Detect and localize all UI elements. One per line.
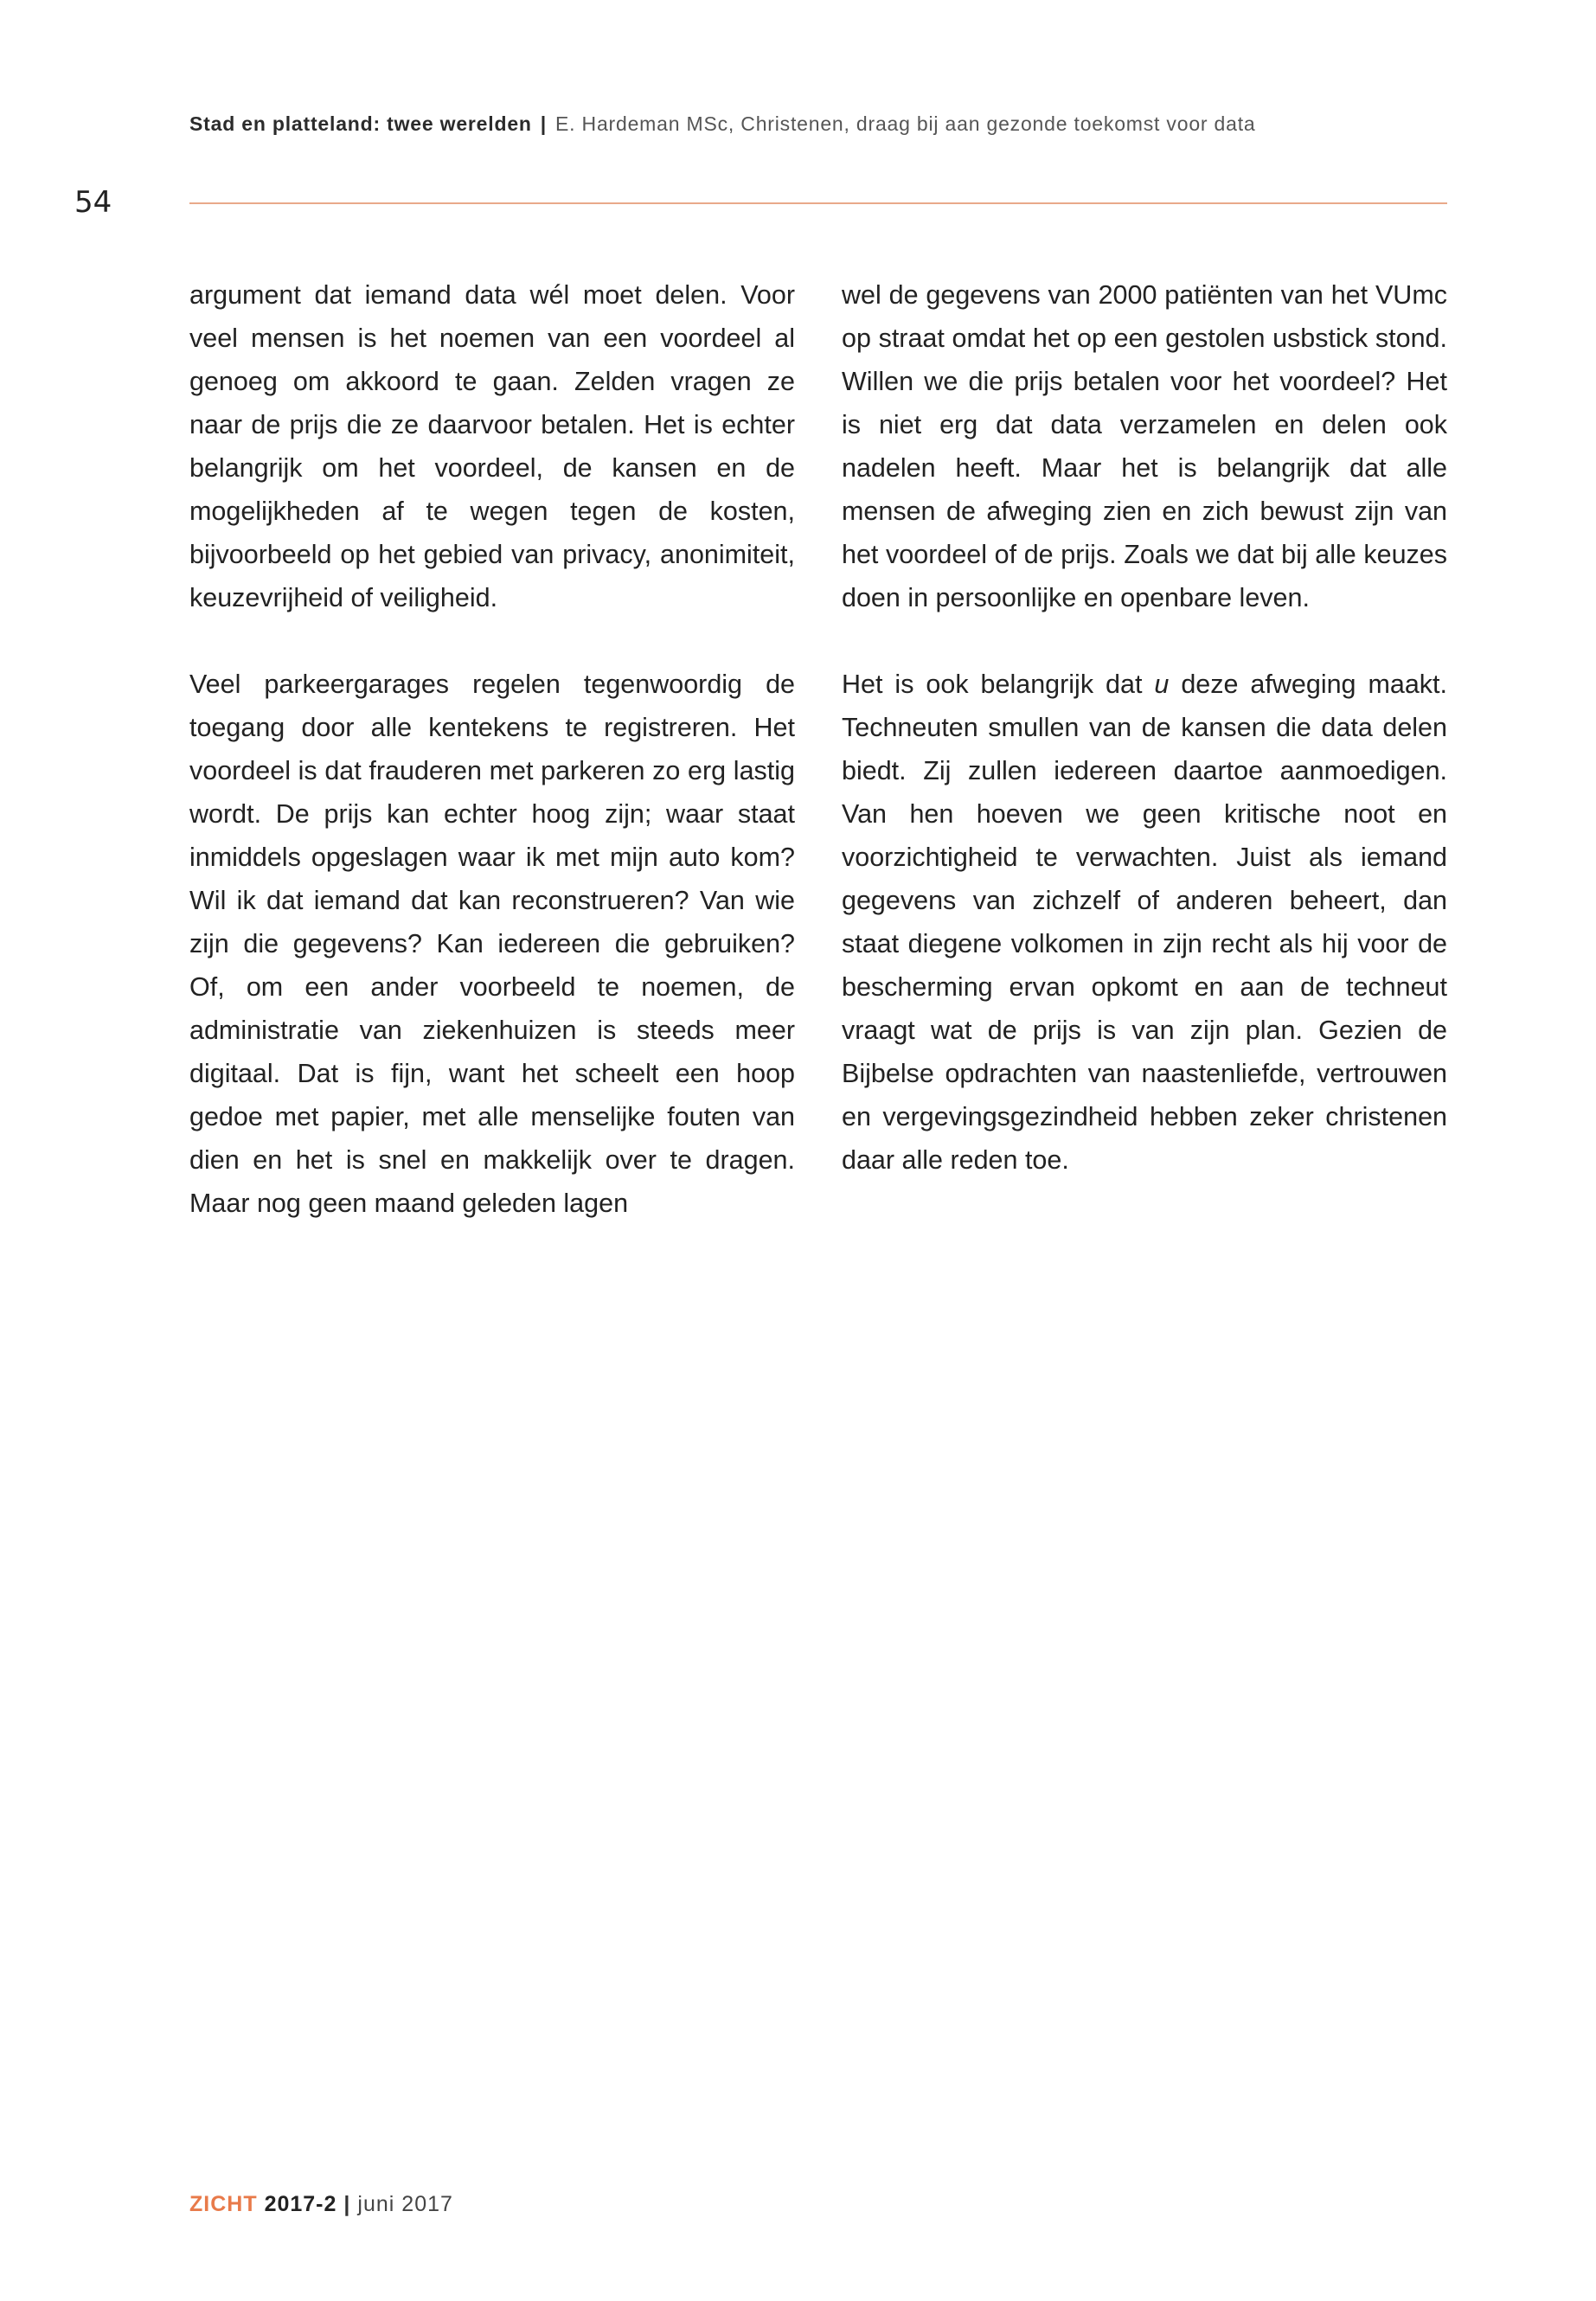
right-column <box>842 273 1447 1182</box>
running-header <box>189 112 1256 136</box>
body-paragraph: wel de gegevens van 2000 patiënten van het VUmc op straat omdat het op een gestolen usbstick stond. Willen we die prijs betalen voor het voordeel? Het is niet erg dat data verzamelen en delen ook nadelen heeft. Maar het is belangrijk dat alle mensen de afweging zien en zich bewust zijn van het voordeel of de prijs. Zoals we dat bij alle keuzes doen in persoonlijke en openbare leven. <box>842 280 1447 612</box>
body-paragraph <box>842 663 1447 1182</box>
header-rule <box>189 202 1447 204</box>
paragraph-text: Het is ook belangrijk dat <box>842 670 1155 699</box>
page-number: 54 <box>74 185 112 220</box>
footer-separator: | <box>343 2192 351 2216</box>
issue-number: 2017-2 <box>264 2192 337 2216</box>
magazine-brand: ZICHT <box>189 2192 258 2216</box>
author-line: E. Hardeman MSc, Christenen, draag bij aan gezonde toekomst voor data <box>555 112 1256 135</box>
paragraph-text: deze afweging maakt. Techneuten smullen van de kansen die data delen biedt. Zij zullen iedereen daartoe aanmoedigen. Van hen hoeven we geen kritische noot en voorzichtigheid te verwachten. Juist als iemand gegevens van zichzelf of anderen beheert, dan staat diegene volkomen in zijn recht als hij voor de bescherming ervan opkomt en aan de techneut vraagt wat de prijs is van zijn plan. Gezien de Bijbelse opdrachten van naastenliefde, vertrouwen en vergevingsgezindheid hebben zeker christenen daar alle reden toe. <box>842 670 1448 1175</box>
left-column <box>189 273 795 1225</box>
series-title: Stad en platteland: twee werelden <box>189 112 532 135</box>
body-paragraph: argument dat iemand data wél moet delen. Voor veel mensen is het noemen van een voordeel al genoeg om akkoord te gaan. Zelden vragen ze naar de prijs die ze daarvoor betalen. Het is echter belangrijk om het voordeel, de kansen en de mogelijkheden af te wegen tegen de kosten, bijvoorbeeld op het gebied van privacy, anonimiteit, keuzevrijheid of veiligheid. <box>189 280 795 612</box>
issue-date: juni 2017 <box>357 2192 453 2216</box>
body-paragraph: Veel parkeergarages regelen tegenwoordig de toegang door alle kentekens te registreren. Het voordeel is dat frauderen met parkeren zo erg lastig wordt. De prijs kan echter hoog zijn; waar staat inmiddels opgeslagen waar ik met mijn auto kom? Wil ik dat iemand dat kan reconstrueren? Van wie zijn die gegevens? Kan iedereen die gebruiken? Of, om een ander voorbeeld te noemen, de administratie van ziekenhuizen is steeds meer digitaal. Dat is fijn, want het scheelt een hoop gedoe met papier, met alle menselijke fouten van dien en het is snel en makkelijk over te dragen. Maar nog geen maand geleden lagen <box>189 670 795 1218</box>
emphasis-text: u <box>1154 670 1170 699</box>
header-separator: | <box>540 112 548 135</box>
page-footer <box>189 2192 453 2217</box>
